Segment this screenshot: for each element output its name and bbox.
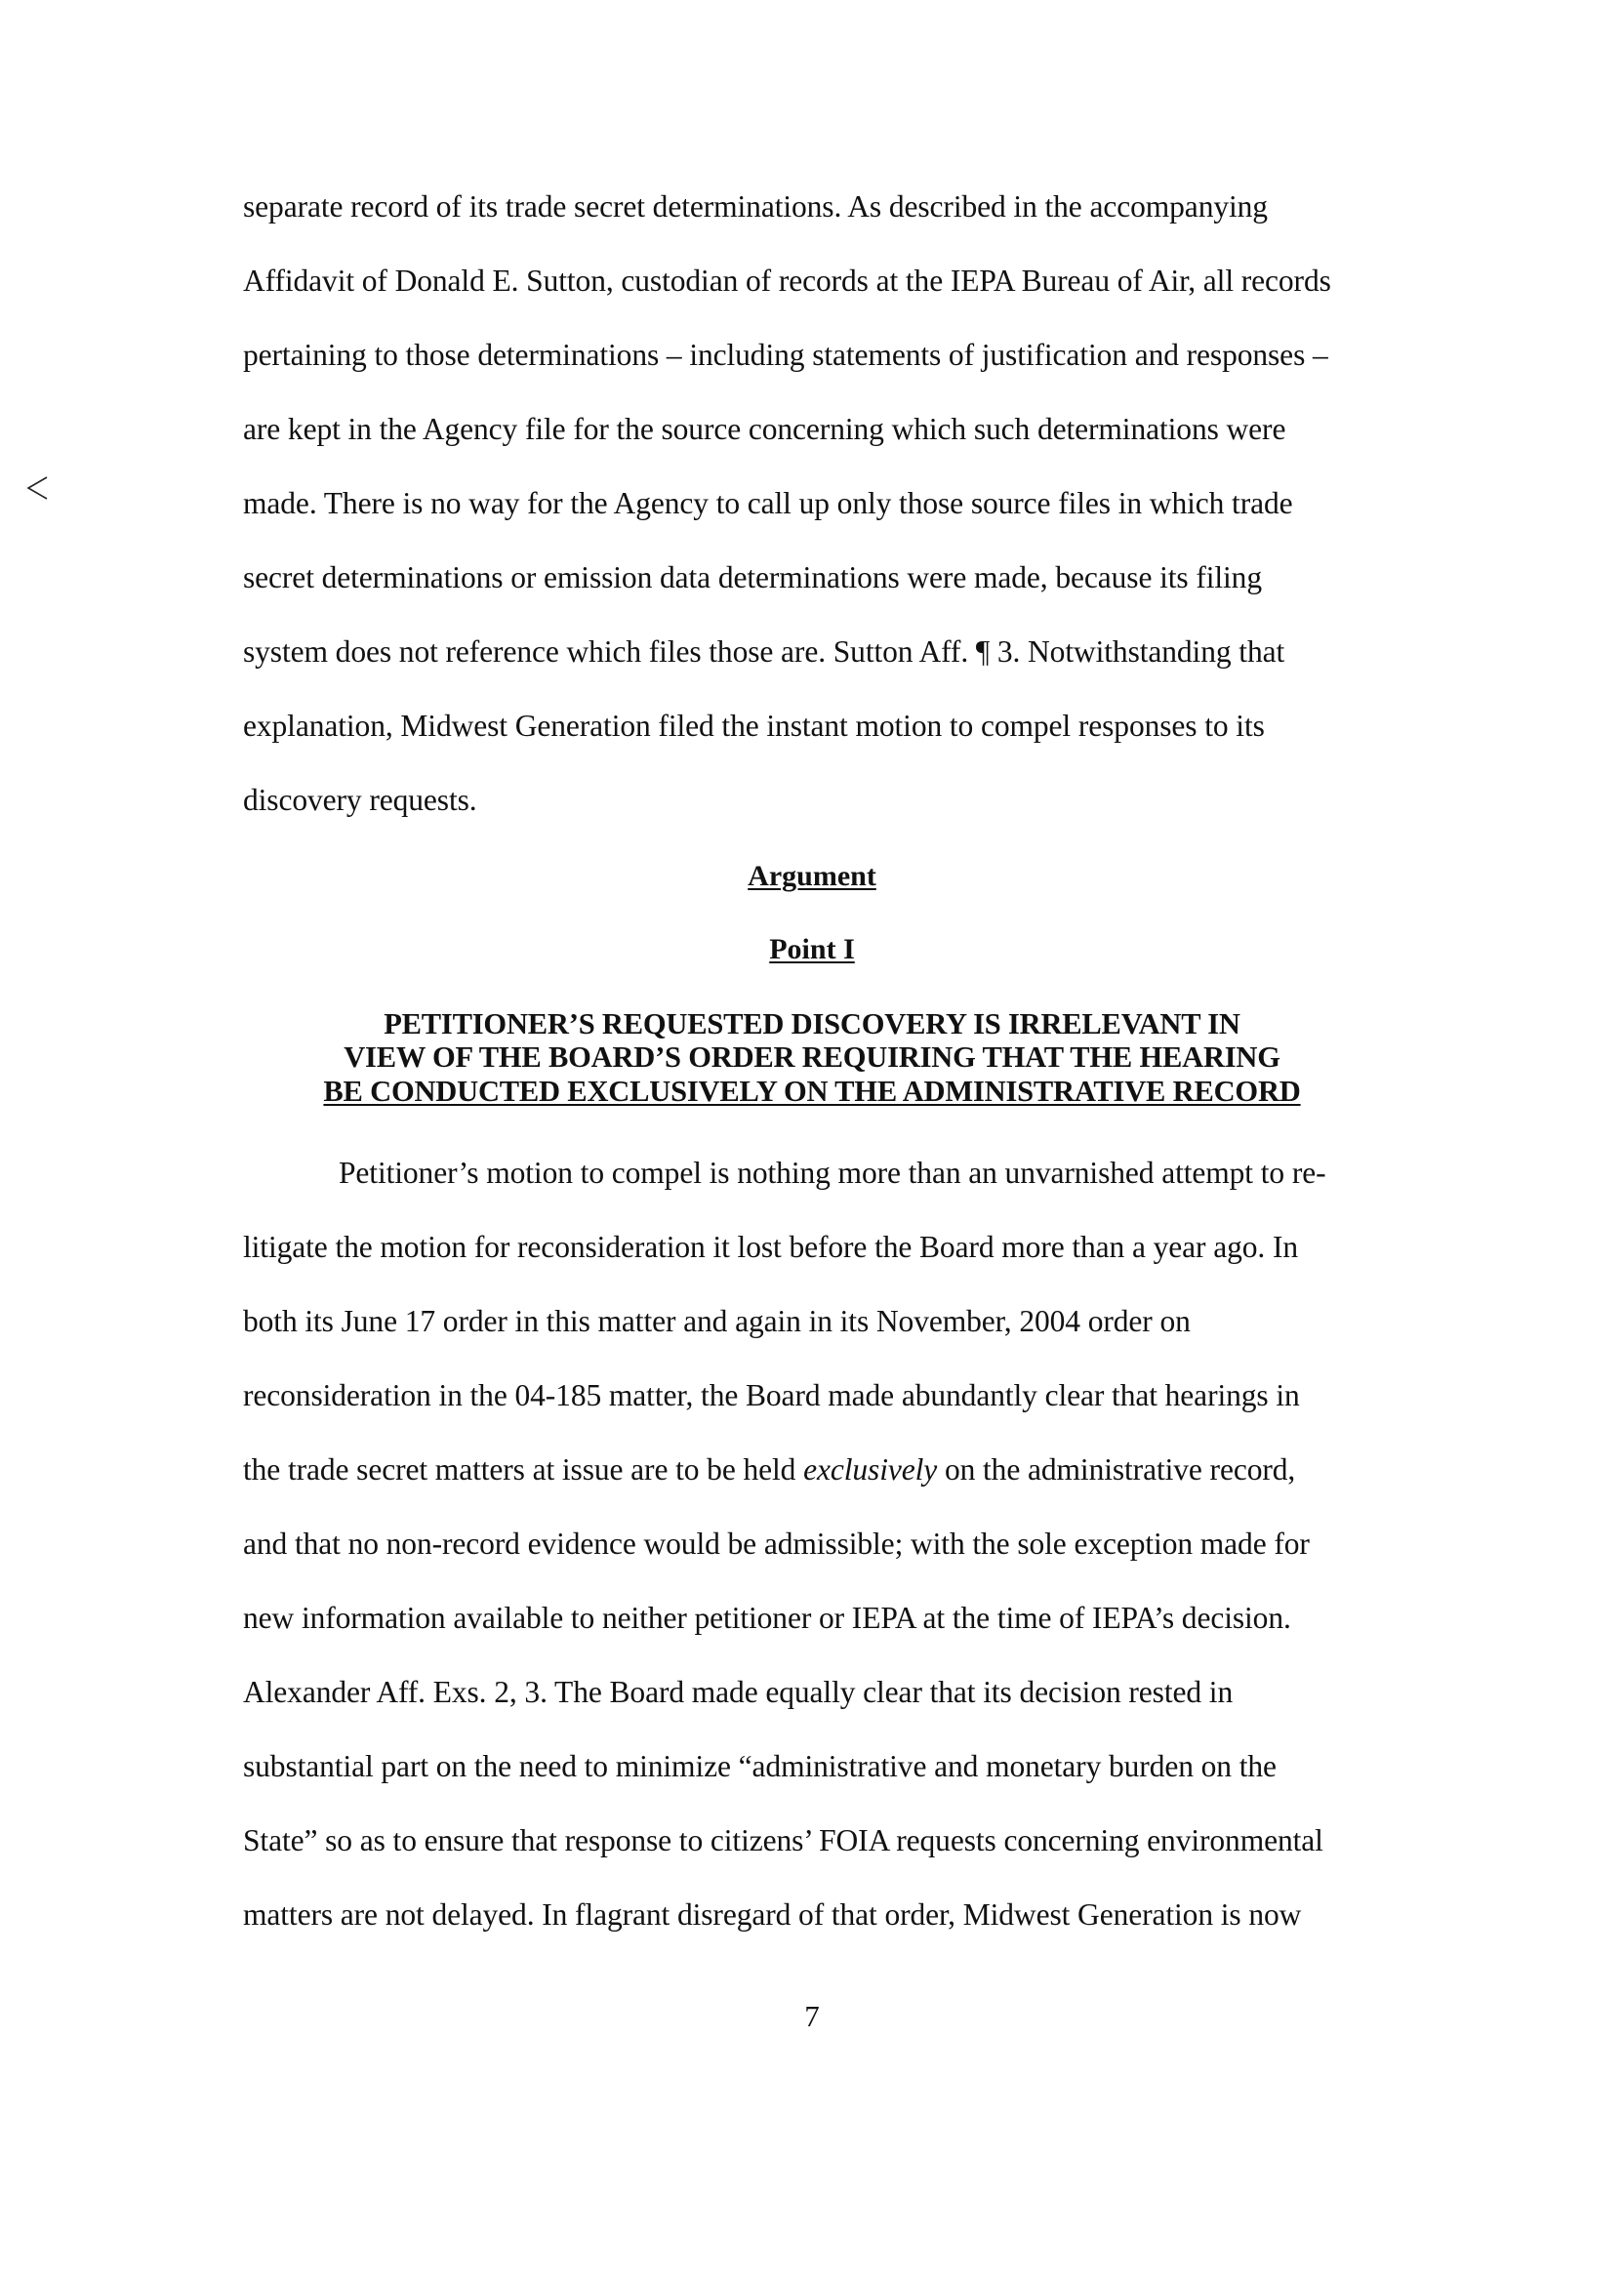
point-heading-line xyxy=(0,1077,1624,1107)
paragraph-line: substantial part on the need to minimize “administrative and monetary burden on the xyxy=(243,1749,1277,1783)
paragraph-line: litigate the motion for reconsideration it lost before the Board more than a year ago. In xyxy=(243,1230,1298,1264)
paragraph-line: system does not reference which files those are. Sutton Aff. ¶ 3. Notwithstanding that xyxy=(243,634,1285,669)
paragraph-line: Affidavit of Donald E. Sutton, custodian of records at the IEPA Bureau of Air, all records xyxy=(243,264,1331,298)
paragraph-line: Alexander Aff. Exs. 2, 3. The Board made equally clear that its decision rested in xyxy=(243,1675,1234,1709)
paragraph-line: separate record of its trade secret determinations. As described in the accompanying xyxy=(243,189,1268,224)
section-title-text: Argument xyxy=(748,860,876,892)
text-run: the trade secret matters at issue are to be held xyxy=(243,1452,804,1487)
margin-check-mark xyxy=(25,474,49,502)
paragraph-line: secret determinations or emission data determinations were made, because its filing xyxy=(243,560,1262,594)
paragraph-line xyxy=(243,1454,1295,1486)
paragraph-line: reconsideration in the 04-185 matter, the Board made abundantly clear that hearings in xyxy=(243,1378,1300,1412)
text-run: on the administrative record, xyxy=(937,1452,1296,1487)
point-title xyxy=(0,935,1624,964)
point-title-text: Point I xyxy=(769,933,855,965)
emphasis-text: exclusively xyxy=(803,1452,938,1487)
paragraph-line: and that no non-record evidence would be admissible; with the sole exception made for xyxy=(243,1527,1310,1561)
page-number: 7 xyxy=(804,1999,820,2033)
paragraph-line: State” so as to ensure that response to citizens’ FOIA requests concerning environmental xyxy=(243,1823,1323,1857)
paragraph-line: matters are not delayed. In flagrant disregard of that order, Midwest Generation is now xyxy=(243,1897,1302,1932)
paragraph-line: discovery requests. xyxy=(243,783,477,817)
point-heading-line: PETITIONER’S REQUESTED DISCOVERY IS IRRELEVANT IN xyxy=(384,1007,1240,1040)
paragraph-line: are kept in the Agency file for the source concerning which such determinations were xyxy=(243,412,1286,446)
paragraph-line: Petitioner’s motion to compel is nothing more than an unvarnished attempt to re- xyxy=(339,1156,1326,1190)
section-title xyxy=(0,862,1624,891)
paragraph-line: both its June 17 order in this matter and again in its November, 2004 order on xyxy=(243,1304,1191,1338)
paragraph-line: made. There is no way for the Agency to call up only those source files in which trade xyxy=(243,486,1293,520)
point-heading-line: VIEW OF THE BOARD’S ORDER REQUIRING THAT THE HEARING xyxy=(344,1040,1280,1074)
paragraph-line: pertaining to those determinations – including statements of justification and responses – xyxy=(243,338,1328,372)
paragraph-line: new information available to neither petitioner or IEPA at the time of IEPA’s decision. xyxy=(243,1601,1291,1635)
paragraph-line: explanation, Midwest Generation filed the instant motion to compel responses to its xyxy=(243,709,1265,743)
point-heading-underlined: BE CONDUCTED EXCLUSIVELY ON THE ADMINISTRATIVE RECORD xyxy=(323,1075,1301,1108)
